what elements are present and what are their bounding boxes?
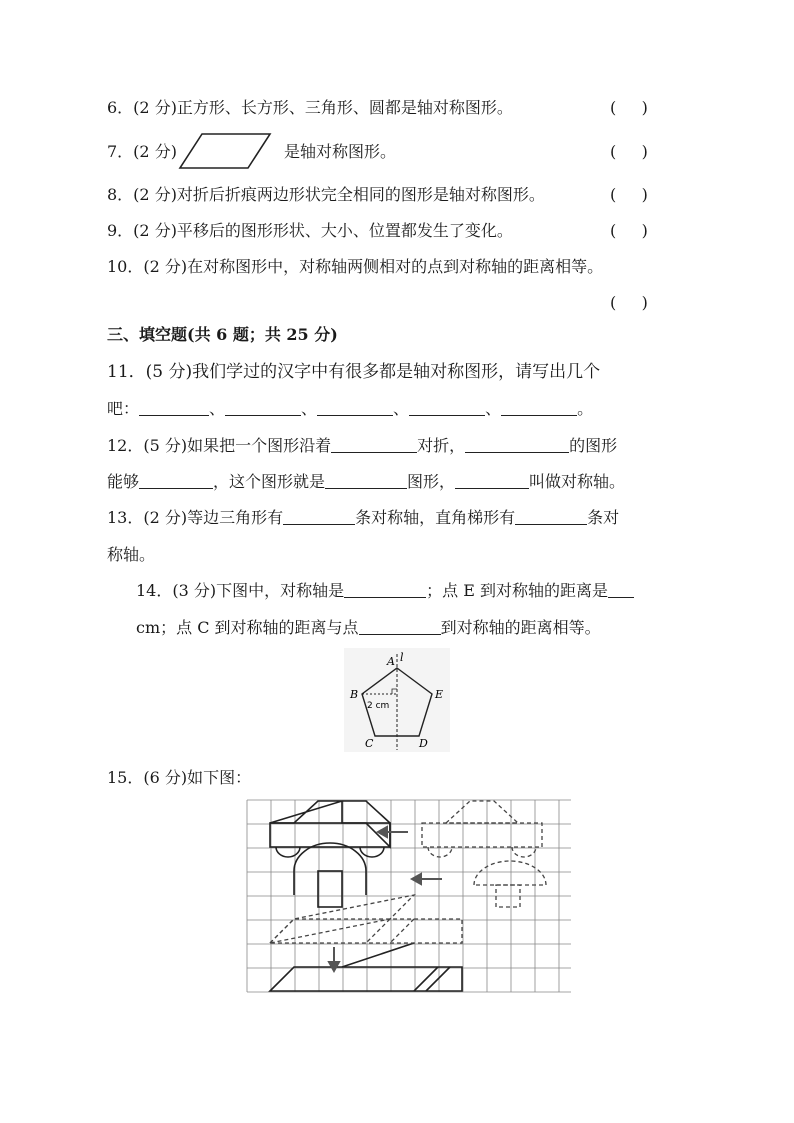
question-13-line2: 称轴。 xyxy=(107,545,156,564)
q11-sep-2: 、 xyxy=(301,399,318,418)
label-l: l xyxy=(400,651,404,664)
q14-text-a: 14．(3 分)下图中，对称轴是 xyxy=(136,581,345,600)
answer-paren-8[interactable]: ( ) xyxy=(610,185,648,204)
answer-paren-10[interactable]: ( ) xyxy=(610,293,648,312)
question-12-line1 xyxy=(107,435,617,457)
translation-arrows xyxy=(329,827,442,971)
q12-blank-3[interactable] xyxy=(139,472,213,489)
question-8: 8．(2 分)对折后折痕两边形状完全相同的图形是轴对称图形。 xyxy=(107,185,545,204)
q12-text-a: 12．(5 分)如果把一个图形沿着 xyxy=(107,436,332,455)
q13-blank-2[interactable] xyxy=(515,508,587,525)
q11-sep-4: 、 xyxy=(485,399,502,418)
q11-sep-1: 、 xyxy=(209,399,226,418)
label-D: D xyxy=(419,737,428,750)
q12-text-f: 图形， xyxy=(407,472,456,491)
q11-blank-2[interactable] xyxy=(225,399,301,416)
question-14-line2 xyxy=(136,617,601,639)
q12-text-g: 叫做对称轴。 xyxy=(529,472,626,491)
question-14-line1 xyxy=(136,580,634,602)
q14-text-d: 到对称轴的距离相等。 xyxy=(440,618,601,637)
question-7-suffix: 是轴对称图形。 xyxy=(284,142,397,161)
q12-blank-1[interactable] xyxy=(331,436,417,453)
q11-blank-4[interactable] xyxy=(409,399,485,416)
q13-text-a: 13．(2 分)等边三角形有 xyxy=(107,508,284,527)
label-E: E xyxy=(435,688,444,701)
answer-paren-7[interactable]: ( ) xyxy=(610,142,648,161)
parallelogram-figure xyxy=(178,132,272,170)
answer-paren-6[interactable]: ( ) xyxy=(610,98,648,117)
q12-text-e: ，这个图形就是 xyxy=(213,472,326,491)
question-7-prefix: 7．(2 分) xyxy=(107,142,177,161)
q12-blank-4[interactable] xyxy=(325,472,407,489)
q11-blank-5[interactable] xyxy=(501,399,577,416)
translation-grid-figure xyxy=(246,799,572,993)
q14-text-c: cm；点 C 到对称轴的距离与点 xyxy=(136,618,359,637)
q11-sep-3: 、 xyxy=(393,399,410,418)
label-A: A xyxy=(387,655,395,668)
question-11-line2 xyxy=(107,398,593,420)
q12-text-d: 能够 xyxy=(107,472,140,491)
q14-text-b: ；点 E 到对称轴的距离是 xyxy=(426,581,608,600)
q11-prefix: 吧： xyxy=(107,399,140,418)
q12-text-c: 的图形 xyxy=(569,436,618,455)
question-6: 6．(2 分)正方形、长方形、三角形、圆都是轴对称图形。 xyxy=(107,98,513,117)
q13-blank-1[interactable] xyxy=(283,508,355,525)
pentagon-figure xyxy=(344,648,450,752)
q12-blank-2[interactable] xyxy=(465,436,569,453)
question-9: 9．(2 分)平移后的图形形状、大小、位置都发生了变化。 xyxy=(107,221,513,240)
q11-end: 。 xyxy=(577,399,594,418)
q13-text-b: 条对称轴，直角梯形有 xyxy=(355,508,516,527)
q14-blank-1[interactable] xyxy=(344,581,426,598)
question-11-line1: 11．(5 分)我们学过的汉字中有很多都是轴对称图形，请写出几个 xyxy=(107,362,601,382)
question-15: 15．(6 分)如下图： xyxy=(107,768,252,787)
q11-blank-3[interactable] xyxy=(317,399,393,416)
q12-text-b: 对折， xyxy=(417,436,466,455)
q11-blank-1[interactable] xyxy=(139,399,209,416)
question-13-line1 xyxy=(107,507,619,529)
question-10: 10．(2 分)在对称图形中，对称轴两侧相对的点到对称轴的距离相等。 xyxy=(107,257,604,276)
question-12-line2 xyxy=(107,471,625,493)
label-distance: 2 cm xyxy=(367,701,390,711)
q13-text-c: 条对 xyxy=(587,508,620,527)
label-B: B xyxy=(350,688,359,701)
label-C: C xyxy=(365,737,374,750)
q14-blank-2[interactable] xyxy=(608,581,634,598)
section-title: 三、填空题(共 6 题；共 25 分) xyxy=(107,325,338,344)
q12-blank-5[interactable] xyxy=(455,472,529,489)
q14-blank-3[interactable] xyxy=(359,618,441,635)
grid-lines xyxy=(247,800,571,992)
answer-paren-9[interactable]: ( ) xyxy=(610,221,648,240)
